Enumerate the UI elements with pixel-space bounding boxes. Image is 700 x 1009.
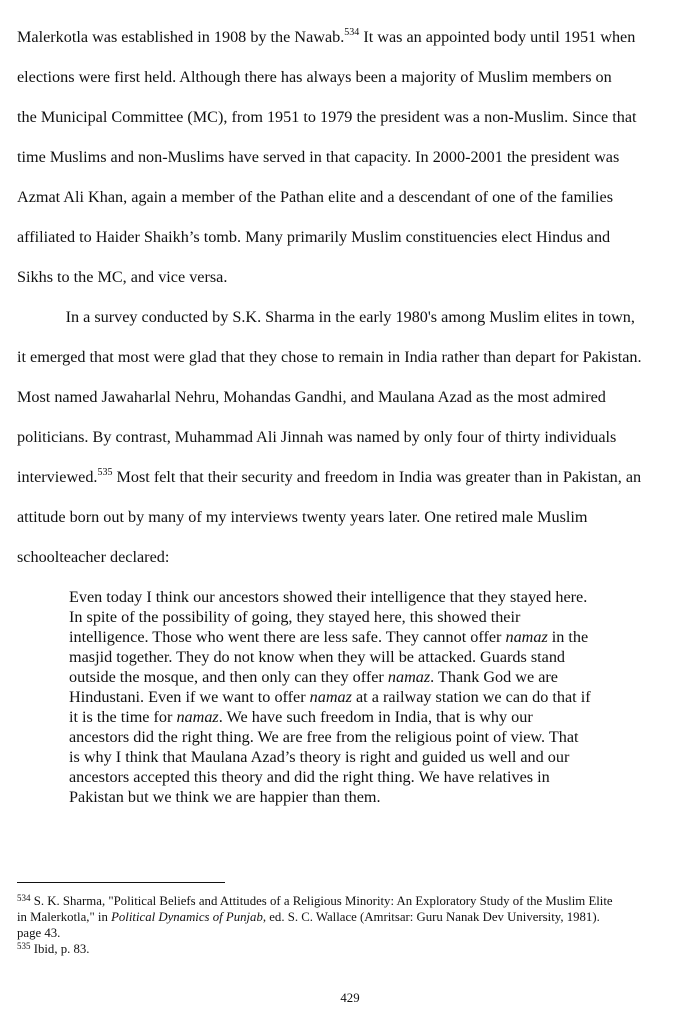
quote-line: is why I think that Maulana Azad’s theory is right and guided us well and our xyxy=(69,748,570,766)
italic-term: namaz xyxy=(505,628,548,646)
quote-line: it is the time for namaz. We have such freedom in India, that is why our xyxy=(69,708,533,726)
quote-line: In spite of the possibility of going, they stayed here, this showed their xyxy=(69,608,521,626)
body-line: In a survey conducted by S.K. Sharma in the early 1980's among Muslim elites in town, xyxy=(17,308,635,326)
quote-line: outside the mosque, and then only can they offer namaz. Thank God we are xyxy=(69,668,558,686)
body-line: schoolteacher declared: xyxy=(17,548,170,566)
footnote-ref-534: 534 xyxy=(344,27,360,38)
body-line: interviewed.$^{535}$ Most felt that their security and freedom in India was greater than in Pakistan, an xyxy=(17,467,642,486)
quote-line: ancestors did the right thing. We are free from the religious point of view. That xyxy=(69,728,579,746)
footnote-ref-535: 535 xyxy=(97,467,113,478)
body-line: politicians. By contrast, Muhammad Ali Jinnah was named by only four of thirty individuals xyxy=(17,428,617,446)
footnote-534-line: $^{534}$ S. K. Sharma, "Political Beliefs and Attitudes of a Religious Minority: An Exploratory Study of the Muslim Elite xyxy=(17,893,613,908)
body-line: Malerkotla was established in 1908 by the Nawab.$^{534}$ It was an appointed body until 1951 when xyxy=(17,27,636,46)
quote-line: Hindustani. Even if we want to offer namaz at a railway station we can do that if xyxy=(69,688,591,706)
body-line: affiliated to Haider Shaikh’s tomb. Many primarily Muslim constituencies elect Hindus and xyxy=(17,228,611,246)
italic-term: namaz xyxy=(176,708,219,726)
footnote-534-line: page 43. xyxy=(17,926,61,940)
footnote-number-535: 535 xyxy=(17,941,31,951)
body-line: it emerged that most were glad that they chose to remain in India rather than depart for Pakistan. xyxy=(17,348,642,366)
body-line: the Municipal Committee (MC), from 1951 to 1979 the president was a non-Muslim. Since that xyxy=(17,108,637,126)
footnote-number-534: 534 xyxy=(17,893,31,903)
quote-line: intelligence. Those who went there are less safe. They cannot offer namaz in the xyxy=(69,628,589,646)
quote-line: masjid together. They do not know when they will be attacked. Guards stand xyxy=(69,648,566,666)
body-line: attitude born out by many of my interviews twenty years later. One retired male Muslim xyxy=(17,508,588,526)
body-line: Most named Jawaharlal Nehru, Mohandas Gandhi, and Maulana Azad as the most admired xyxy=(17,388,606,406)
body-line: time Muslims and non-Muslims have served in that capacity. In 2000-2001 the president was xyxy=(17,148,620,166)
quote-line: Pakistan but we think we are happier than them. xyxy=(69,788,381,806)
italic-term: namaz xyxy=(309,688,352,706)
page-number: 429 xyxy=(340,991,360,1005)
footnote-book-title: Political Dynamics of Punjab xyxy=(111,910,263,924)
body-line: Azmat Ali Khan, again a member of the Pathan elite and a descendant of one of the families xyxy=(17,188,614,206)
quote-line: Even today I think our ancestors showed their intelligence that they stayed here. xyxy=(69,588,588,606)
body-line: Sikhs to the MC, and vice versa. xyxy=(17,268,228,286)
footnote-534-line: in Malerkotla," in Political Dynamics of Punjab, ed. S. C. Wallace (Amritsar: Guru Nanak Dev University, 1981). xyxy=(17,910,600,924)
italic-term: namaz xyxy=(387,668,431,686)
footnote-535-line: $^{535}$ Ibid, p. 83. xyxy=(17,941,90,956)
footnote-divider xyxy=(17,882,225,883)
quote-line: ancestors accepted this theory and did the right thing. We have relatives in xyxy=(69,768,550,786)
body-line: elections were first held. Although there has always been a majority of Muslim members on xyxy=(17,68,612,86)
